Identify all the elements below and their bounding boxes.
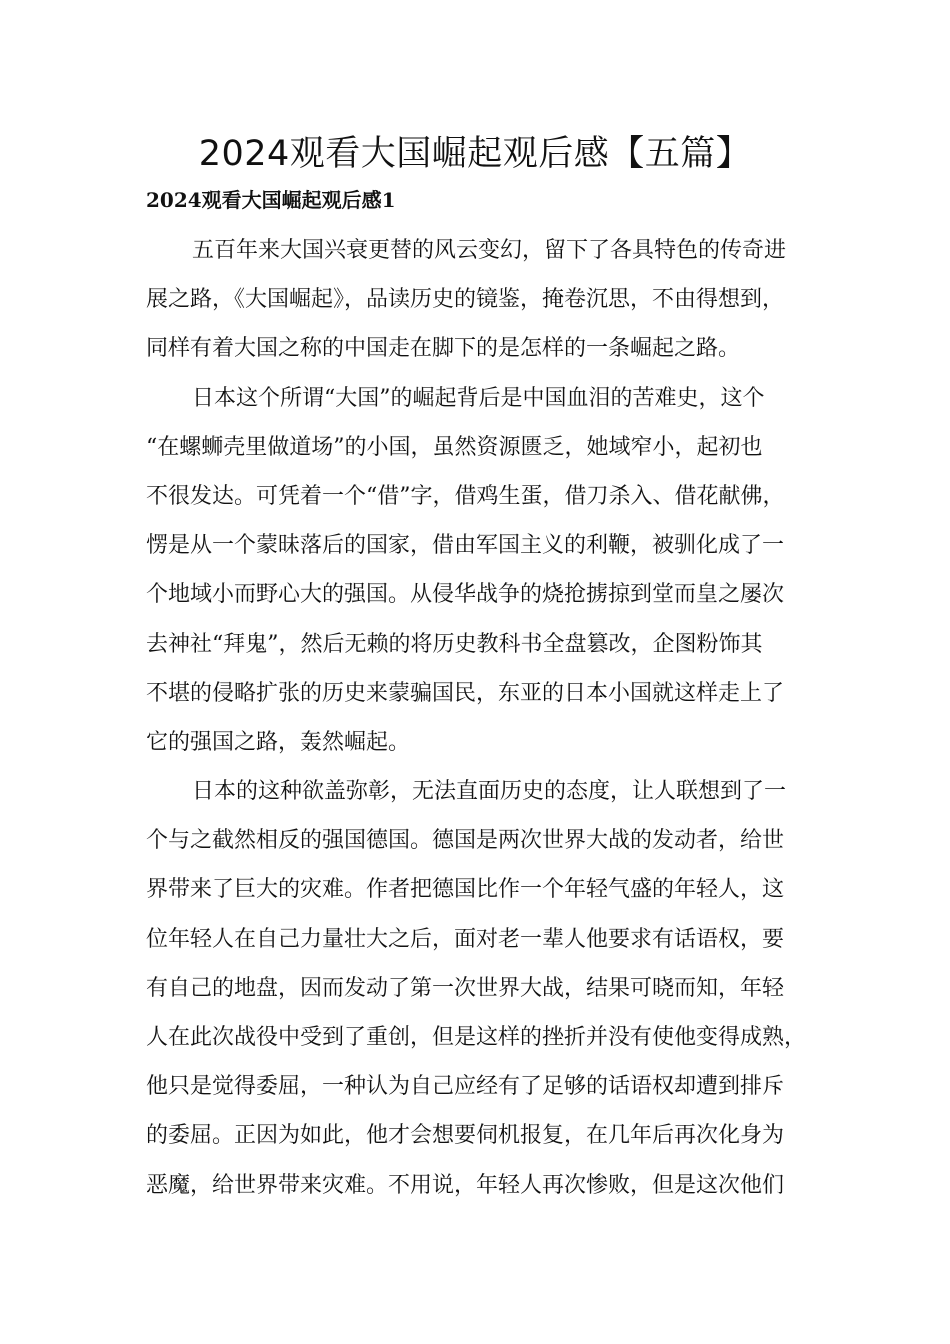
paragraph-line: 人在此次战役中受到了重创，但是这样的挫折并没有使他变得成熟，: [146, 1025, 807, 1050]
paragraph-line: 恶魔，给世界带来灾难。不用说，年轻人再次惨败，但是这次他们: [146, 1172, 785, 1198]
paragraph: [146, 226, 826, 374]
paragraph-line: 愣是从一个蒙昧落后的国家，借由军国主义的利鞭，被驯化成了一: [146, 533, 785, 559]
paragraph-line: 展之路，《大国崛起》，品读历史的镜鉴，掩卷沉思，不由得想到，: [146, 287, 785, 313]
paragraph-line: 他只是觉得委屈，一种认为自己应经有了足够的话语权却遭到排斥: [146, 1074, 785, 1100]
paragraph-line: 个地域小而野心大的强国。从侵华战争的烧抢掳掠到堂而皇之屡次: [146, 582, 785, 608]
paragraph-line: 位年轻人在自己力量壮大之后，面对老一辈人他要求有话语权，要: [146, 926, 785, 952]
paragraph-line: 同样有着大国之称的中国走在脚下的是怎样的一条崛起之路。: [146, 336, 741, 362]
paragraph-line: 个与之截然相反的强国德国。德国是两次世界大战的发动者，给世: [146, 828, 785, 854]
paragraph-line: 日本这个所谓“大国”的崛起背后是中国血泪的苦难史，这个: [192, 385, 765, 411]
paragraph-line: 有自己的地盘，因而发动了第一次世界大战，结果可晓而知，年轻: [146, 975, 785, 1001]
paragraph-line: 界带来了巨大的灾难。作者把德国比作一个年轻气盛的年轻人，这: [146, 877, 785, 903]
paragraph-line: 日本的这种欲盖弥彰，无法直面历史的态度，让人联想到了一: [192, 779, 787, 805]
paragraph-line: 它的强国之路，轰然崛起。: [146, 729, 411, 755]
paragraph: [146, 767, 826, 1210]
paragraph-line: 不很发达。可凭着一个“借”字，借鸡生蛋，借刀杀入、借花献佛，: [146, 483, 785, 509]
paragraph-line: 的委屈。正因为如此，他才会想要伺机报复，在几年后再次化身为: [146, 1123, 785, 1149]
paragraph-line: 五百年来大国兴衰更替的风云变幻，留下了各具特色的传奇进: [192, 238, 787, 263]
section-heading: 2024观看大国崛起观后感1: [146, 188, 396, 212]
paragraph-line: 不堪的侵略扩张的历史来蒙骗国民，东亚的日本小国就这样走上了: [146, 680, 785, 706]
paragraph-line: 去神社“拜鬼”，然后无赖的将历史教科书全盘篡改，企图粉饰其: [146, 631, 763, 657]
paragraph: [146, 374, 826, 768]
paragraph-line: “在螺蛳壳里做道场”的小国，虽然资源匮乏，她域窄小，起初也: [146, 434, 763, 460]
document-title: 2024观看大国崛起观后感【五篇】: [198, 134, 752, 174]
document-body: [146, 226, 826, 1210]
